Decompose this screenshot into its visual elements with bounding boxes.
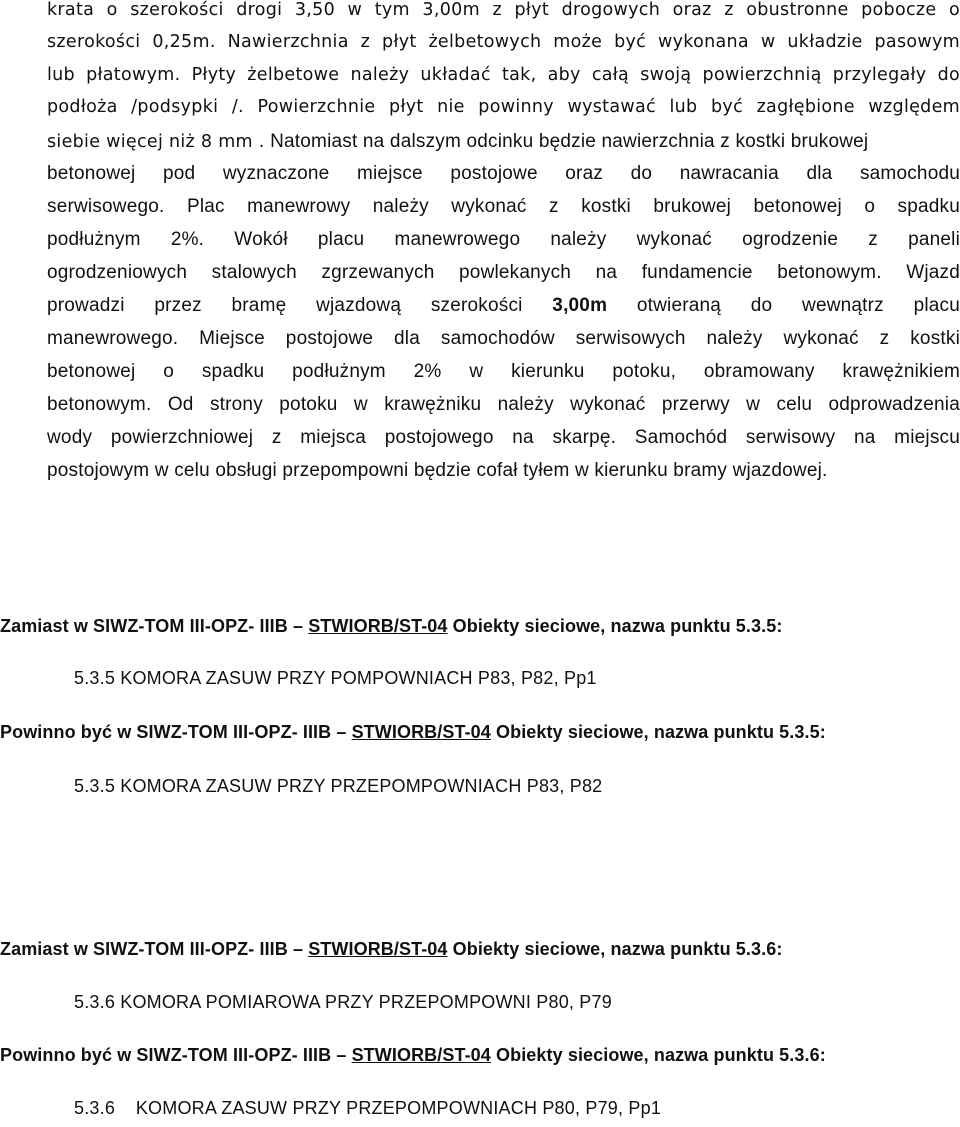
paragraph-line: betonowym. Od strony potoku w krawężniku należy wykonać przerwy w celu odprowadzenia (47, 394, 960, 415)
paragraph-line: betonowej o spadku podłużnym 2% w kierunku potoku, obramowany krawężnikiem (47, 361, 960, 382)
section-item: 5.3.5 KOMORA ZASUW PRZY POMPOWNIACH P83, P82, Pp1 (74, 668, 597, 688)
section-item: 5.3.5 KOMORA ZASUW PRZY PRZEPOMPOWNIACH P83, P82 (74, 776, 603, 796)
section-heading (0, 616, 782, 637)
paragraph-line: manewrowego. Miejsce postojowe dla samochodów serwisowych należy wykonać z kostki (47, 328, 960, 349)
paragraph-line: krata o szerokości drogi 3,50 w tym 3,00m z płyt drogowych oraz z obustronne pobocze o (47, 0, 960, 20)
heading-text: Powinno być w SIWZ-TOM III-OPZ- IIIB – (0, 1045, 352, 1065)
width-value: 3,00m (552, 295, 608, 316)
heading-reference: STWIORB/ST-04 (351, 722, 491, 742)
heading-text: Obiekty sieciowe, nazwa punktu 5.3.6: (490, 1045, 826, 1065)
section-item: 5.3.6 KOMORA POMIAROWA PRZY PRZEPOMPOWNI P80, P79 (74, 992, 612, 1012)
paragraph-span: siebie więcej niż 8 mm . (47, 132, 265, 152)
paragraph-line: szerokości 0,25m. Nawierzchnia z płyt żelbetowych może być wykonana w układzie pasowym (47, 32, 960, 52)
paragraph-line (47, 295, 960, 328)
heading-text: Obiekty sieciowe, nazwa punktu 5.3.6: (447, 939, 783, 959)
paragraph-span: Natomiast na dalszym odcinku będzie nawierzchnia z kostki brukowej (264, 131, 869, 152)
paragraph-line: postojowym w celu obsługi przepompowni będzie cofał tyłem w kierunku bramy wjazdowej. (47, 460, 828, 481)
paragraph-line: serwisowego. Plac manewrowy należy wykonać z kostki brukowej betonowej o spadku (47, 196, 960, 217)
heading-text: Powinno być w SIWZ-TOM III-OPZ- IIIB – (0, 722, 352, 742)
heading-text: Zamiast w SIWZ-TOM III-OPZ- IIIB – (0, 616, 309, 636)
paragraph-line: podłużnym 2%. Wokół placu manewrowego należy wykonać ogrodzenie z paneli (47, 229, 960, 250)
heading-reference: STWIORB/ST-04 (351, 1045, 491, 1065)
heading-text: Obiekty sieciowe, nazwa punktu 5.3.5: (490, 722, 826, 742)
paragraph-line: podłoża /podsypki /. Powierzchnie płyt nie powinny wystawać lub być zagłębione względem (47, 97, 960, 117)
section-heading (0, 722, 826, 743)
heading-reference: STWIORB/ST-04 (308, 616, 448, 636)
paragraph-line: betonowej pod wyznaczone miejsce postojowe oraz do nawracania dla samochodu (47, 163, 960, 184)
paragraph-line (47, 131, 960, 164)
paragraph-span: otwieraną do wewnątrz placu (607, 295, 960, 316)
paragraph-line: lub płatowym. Płyty żelbetowe należy układać tak, aby całą swoją powierzchnią przylegały do (47, 65, 960, 85)
paragraph-span: prowadzi przez bramę wjazdową szerokości (47, 295, 553, 316)
paragraph-line: wody powierzchniowej z miejsca postojowego na skarpę. Samochód serwisowy na miejscu (47, 427, 960, 448)
section-heading (0, 939, 782, 960)
heading-text: Zamiast w SIWZ-TOM III-OPZ- IIIB – (0, 939, 309, 959)
section-heading (0, 1045, 826, 1066)
heading-text: Obiekty sieciowe, nazwa punktu 5.3.5: (447, 616, 783, 636)
heading-reference: STWIORB/ST-04 (308, 939, 448, 959)
section-item: 5.3.6 KOMORA ZASUW PRZY PRZEPOMPOWNIACH P80, P79, Pp1 (74, 1098, 662, 1118)
paragraph-line: ogrodzeniowych stalowych zgrzewanych powlekanych na fundamencie betonowym. Wjazd (47, 262, 960, 283)
